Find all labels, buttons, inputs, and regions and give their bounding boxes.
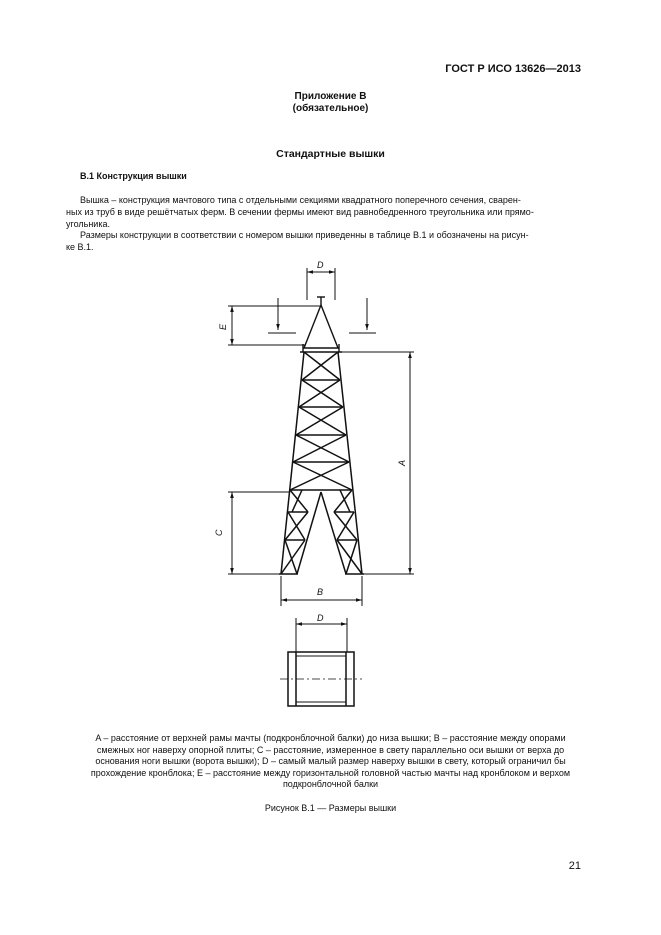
label-d-bottom: D xyxy=(317,613,324,623)
paragraph-2-line: ке В.1. xyxy=(66,242,94,252)
caption-line: подкронблочной балки xyxy=(282,779,379,789)
annex-title: Приложение В xyxy=(294,91,367,102)
load-arrow-left xyxy=(268,298,296,333)
figure-title: Рисунок В.1 — Размеры вышки xyxy=(264,803,397,813)
caption-line: основания ноги вышки (ворота вышки); D – самый малый размер наверху вышки в свету, который ограничил бы xyxy=(95,756,566,766)
tower-body xyxy=(279,352,364,574)
mast-head xyxy=(300,297,342,352)
label-b: B xyxy=(317,587,324,597)
paragraph-2-line: Размеры конструкции в соответствии с номером вышки приведенны в таблице В.1 и обозначены на рисун- xyxy=(80,230,529,240)
label-a: A xyxy=(397,459,407,466)
caption-line: смежных ног наверху опорной плиты; C – расстояние, измеренное в свету параллельно оси вышки от верха до xyxy=(96,744,565,755)
section-title: Стандартные вышки xyxy=(276,148,385,160)
paragraph-1-line: Вышка – конструкция мачтового типа с отдельными секциями квадратного поперечного сечения, сварен- xyxy=(80,195,521,205)
dimension-b xyxy=(281,576,362,606)
page-number: 21 xyxy=(568,860,581,872)
label-c: C xyxy=(214,529,224,536)
plan-view xyxy=(280,613,362,706)
subsection-title: В.1 Конструкция вышки xyxy=(80,171,187,181)
dimension-c xyxy=(214,492,290,574)
paragraph-1-line: ных из труб в виде решётчатых ферм. В сечении фермы имеют вид равнобедренного треугольника или прямо- xyxy=(66,207,534,217)
label-e: E xyxy=(218,323,228,330)
caption-line: A – расстояние от верхней рамы мачты (подкронблочной балки) до низа вышки; B – расстояние между опорами xyxy=(95,733,566,743)
load-arrow-right xyxy=(349,298,376,333)
dimension-e xyxy=(218,306,320,345)
figure-caption xyxy=(50,733,611,791)
paragraph-1-line: угольника. xyxy=(66,219,110,229)
annex-status: (обязательное) xyxy=(292,103,369,114)
standard-designation: ГОСТ Р ИСО 13626—2013 xyxy=(445,63,581,75)
caption-line: прохождение кронблока; E – расстояние между горизонтальной головной частью мачты над кронблоком и верхом xyxy=(90,767,571,778)
label-d-top: D xyxy=(317,260,324,270)
dimension-d-top xyxy=(307,260,335,300)
